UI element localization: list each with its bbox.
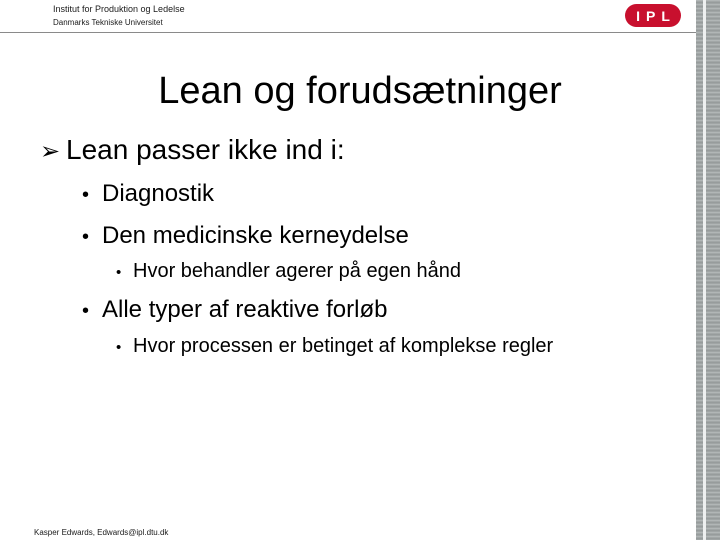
bullet-item bbox=[82, 296, 387, 324]
dot-bullet-icon: • bbox=[82, 300, 90, 322]
bullet-item bbox=[82, 180, 214, 208]
intro-bullet bbox=[40, 134, 345, 166]
header-divider bbox=[0, 32, 696, 33]
dot-bullet-icon: • bbox=[82, 184, 90, 206]
sub-bullet-text: Hvor behandler agerer på egen hånd bbox=[133, 260, 462, 282]
dot-bullet-icon: • bbox=[116, 339, 122, 356]
intro-text: Lean passer ikke ind i: bbox=[66, 134, 345, 165]
sub-bullet-item bbox=[116, 335, 553, 358]
bullet-text: Den medicinske kerneydelse bbox=[102, 222, 409, 249]
bullet-text: Alle typer af reaktive forløb bbox=[102, 296, 388, 323]
dot-bullet-icon: • bbox=[82, 226, 90, 248]
ipl-logo: IPL bbox=[625, 4, 681, 27]
sub-bullet-text: Hvor processen er betinget af komplekse regler bbox=[133, 335, 554, 357]
bullet-text: Diagnostik bbox=[102, 180, 215, 207]
sub-bullet-item bbox=[116, 260, 461, 283]
dot-bullet-icon: • bbox=[116, 264, 122, 281]
arrow-bullet-icon: ➢ bbox=[40, 138, 61, 165]
header-university: Danmarks Tekniske Universitet bbox=[53, 18, 163, 27]
header-organization: Institut for Produktion og Ledelse bbox=[53, 4, 185, 14]
footer-author: Kasper Edwards, Edwards@ipl.dtu.dk bbox=[34, 528, 169, 537]
slide-title: Lean og forudsætninger bbox=[158, 70, 562, 112]
bullet-item bbox=[82, 222, 409, 250]
